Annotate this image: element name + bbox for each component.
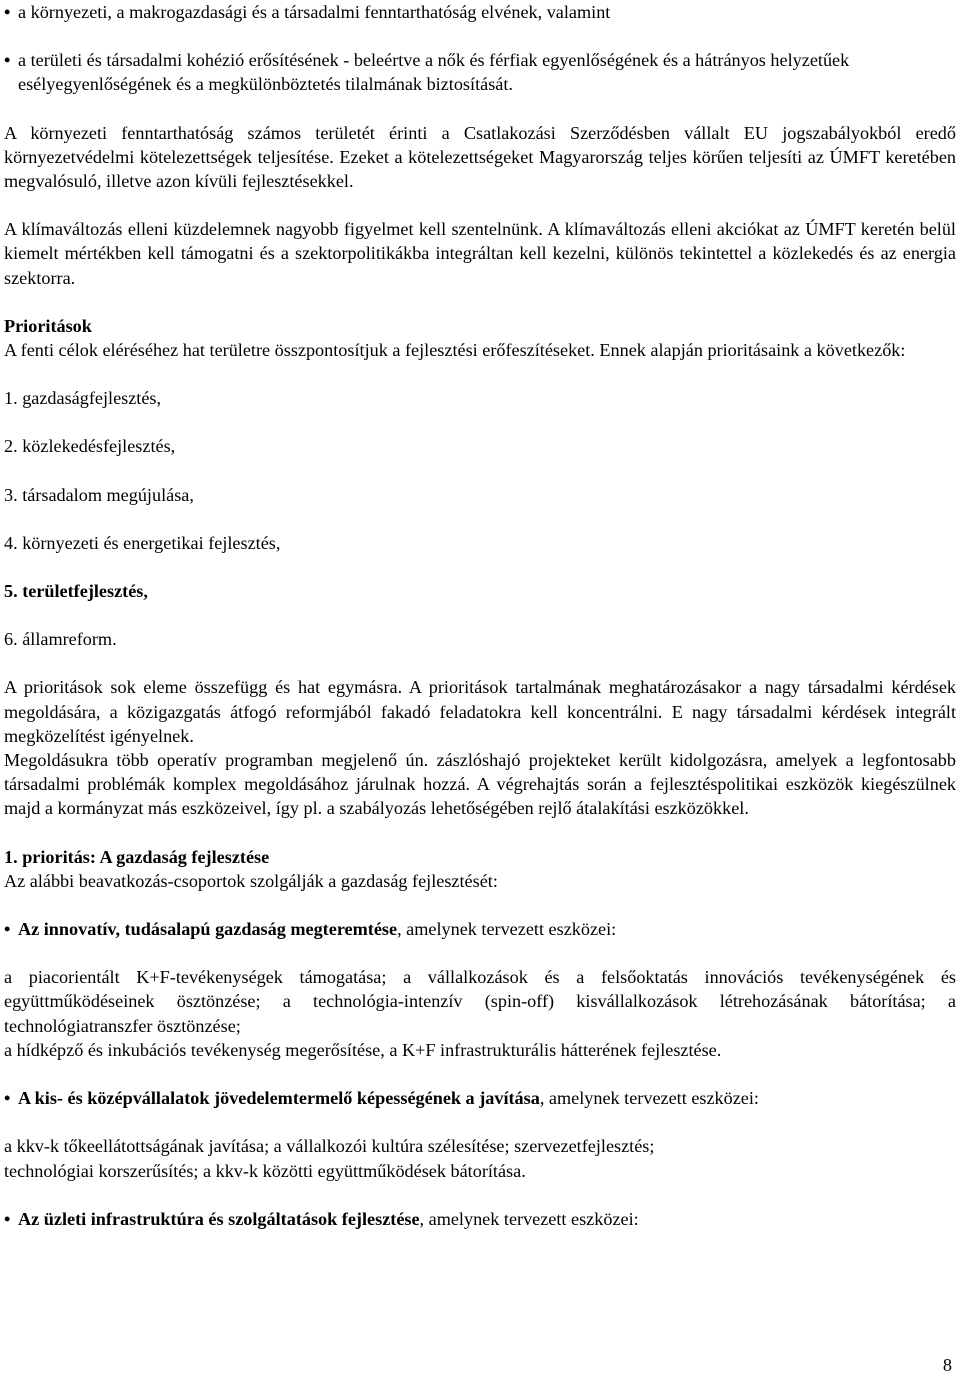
bullet-item bbox=[4, 1207, 956, 1231]
bullet-bold-text: Az üzleti infrastruktúra és szolgáltatások fejlesztése bbox=[18, 1208, 420, 1229]
paragraph: A klímaváltozás elleni küzdelemnek nagyobb figyelmet kell szentelnünk. A klímaváltozás elleni akciókat az ÚMFT keretén belül kiemelt mértékben kell támogatni és a szektorpolitikákba integráltan kell kezelni, különös tekintettel a közlekedés és az energia szektorra. bbox=[4, 219, 956, 288]
list-item: 3. társadalom megújulása, bbox=[4, 484, 194, 505]
paragraph: Az alábbi beavatkozás-csoportok szolgálják a gazdaság fejlesztését: bbox=[4, 870, 498, 891]
document-page bbox=[4, 0, 956, 1373]
bullet-icon: • bbox=[4, 50, 11, 71]
bullet-item bbox=[4, 917, 956, 941]
bullet-icon: • bbox=[4, 1088, 11, 1109]
section-heading: 1. prioritás: A gazdaság fejlesztése bbox=[4, 846, 270, 867]
bullet-text: a környezeti, a makrogazdasági és a társadalmi fenntarthatóság elvének, valamint bbox=[18, 2, 611, 22]
paragraph: A prioritások sok eleme összefügg és hat egymásra. A prioritások tartalmának meghatározásakor a nagy társadalmi kérdések megoldására, a közigazgatás átfogó reformjából fakadó feladatokra kell koncentrálni. E nagy társadalmi kérdések integrált megközelítést igényelnek. bbox=[4, 677, 956, 746]
bullet-item bbox=[4, 0, 956, 24]
bullet-icon: • bbox=[4, 919, 11, 940]
bullet-bold-text: Az innovatív, tudásalapú gazdaság megteremtése bbox=[18, 919, 398, 940]
list-item: 2. közlekedésfejlesztés, bbox=[4, 436, 176, 457]
bullet-text: a területi és társadalmi kohézió erősítésének - beleértve a nők és férfiak egyenlőségének és a hátrányos helyzetűek esélyegyenlőségének és a megkülönböztetés tilalmának biztosítását. bbox=[18, 50, 850, 95]
paragraph: a piacorientált K+F-tevékenységek támogatása; a vállalkozások és a felsőoktatás innovációs tevékenységének és együttműködéseinek ösztönzése; a technológia-intenzív (spin-off) kisvállalkozások létrehozásának bátorítása; a technológiatranszfer ösztönzése; bbox=[4, 967, 956, 1036]
list-item: 5. területfejlesztés, bbox=[4, 581, 148, 602]
bullet-item bbox=[4, 1086, 956, 1110]
paragraph: technológiai korszerűsítés; a kkv-k közötti együttműködések bátorítása. bbox=[4, 1160, 526, 1181]
bullet-icon: • bbox=[4, 1208, 11, 1229]
priority-list bbox=[4, 386, 956, 651]
bullet-text: , amelynek tervezett eszközei: bbox=[539, 1088, 759, 1109]
section-heading: Prioritások bbox=[4, 315, 92, 336]
list-item: 1. gazdaságfejlesztés, bbox=[4, 388, 162, 409]
paragraph: a kkv-k tőkeellátottságának javítása; a vállalkozói kultúra szélesítése; szervezetfejlesztés; bbox=[4, 1136, 655, 1157]
list-item: 4. környezeti és energetikai fejlesztés, bbox=[4, 532, 281, 553]
bullet-text: , amelynek tervezett eszközei: bbox=[397, 919, 617, 940]
paragraph: A környezeti fenntarthatóság számos területét érinti a Csatlakozási Szerződésben vállalt EU jogszabályokból eredő környezetvédelmi kötelezettségek teljesítése. Ezeket a kötelezettségeket Magyarország teljes körűen teljesíti az ÚMFT keretében megvalósuló, illetve azon kívüli fejlesztésekkel. bbox=[4, 122, 956, 192]
bullet-text: , amelynek tervezett eszközei: bbox=[419, 1208, 639, 1229]
bullet-icon: • bbox=[4, 2, 11, 22]
page-number: 8 bbox=[942, 1355, 952, 1375]
bullet-bold-text: A kis- és középvállalatok jövedelemtermelő képességének a javítása bbox=[18, 1088, 540, 1109]
bullet-item bbox=[4, 48, 956, 96]
paragraph: A fenti célok eléréséhez hat területre összpontosítjuk a fejlesztési erőfeszítéseket. Ennek alapján prioritásaink a következők: bbox=[4, 340, 906, 361]
paragraph: a hídképző és inkubációs tevékenység megerősítése, a K+F infrastrukturális hátterének fejlesztése. bbox=[4, 1039, 722, 1060]
list-item: 6. államreform. bbox=[4, 629, 117, 650]
paragraph: Megoldásukra több operatív programban megjelenő ún. zászlóshajó projekteket került kidolgozásra, amelyek a legfontosabb társadalmi problémák komplex megoldásához járulnak hozzá. A végrehajtás során a fejlesztéspolitikai eszközök kiegészülnek majd a kormányzat más eszközeivel, így pl. a szabályozás lehetőségében rejlő átalakítási eszközökkel. bbox=[4, 750, 956, 819]
